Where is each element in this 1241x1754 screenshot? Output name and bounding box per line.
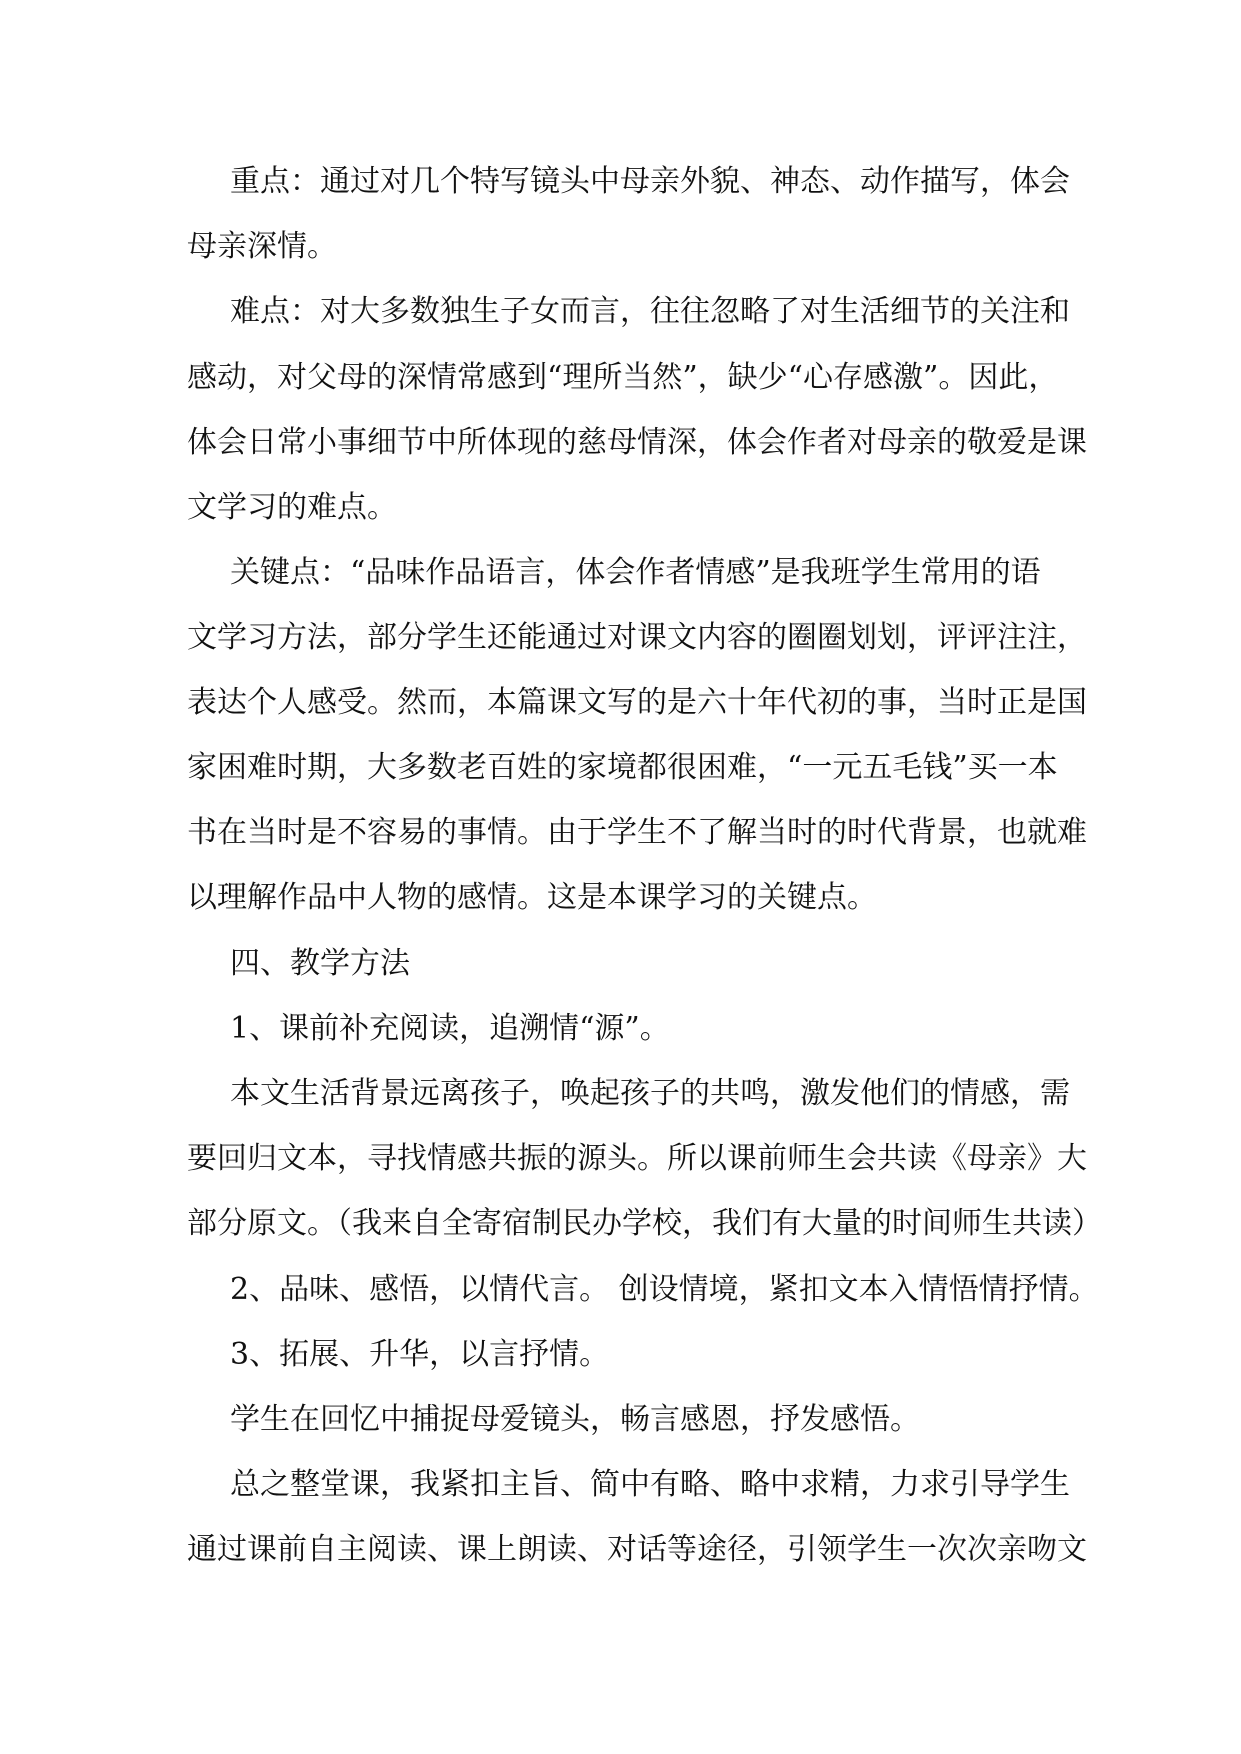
paragraph-method1-line-1: 本文生活背景远离孩子，唤起孩子的共鸣，激发他们的情感，需	[230, 1076, 1070, 1111]
paragraph-method1-line-2: 要回归文本，寻找情感共振的源头。所以课前师生会共读《母亲》大	[187, 1141, 1087, 1176]
paragraph-keypoint-line-3: 表达个人感受。然而，本篇课文写的是六十年代初的事，当时正是国	[187, 685, 1087, 720]
paragraph-keypoint-line-1: 关键点：“品味作品语言，体会作者情感”是我班学生常用的语	[230, 555, 1041, 590]
section-heading-methods: 四、教学方法	[230, 946, 410, 981]
paragraph-keypoint-line-2: 文学习方法，部分学生还能通过对课文内容的圈圈划划，评评注注，	[187, 620, 1087, 655]
paragraph-method3-line-1: 学生在回忆中捕捉母爱镜头，畅言感恩，抒发感悟。	[230, 1402, 920, 1437]
paragraph-focus-line-1: 重点：通过对几个特写镜头中母亲外貌、神态、动作描写，体会	[230, 164, 1070, 199]
method-item-3: 3、拓展、升华，以言抒情。	[230, 1337, 610, 1372]
paragraph-difficulty-line-2: 感动，对父母的深情常感到“理所当然”，缺少“心存感激”。因此，	[187, 360, 1059, 395]
paragraph-difficulty-line-1: 难点：对大多数独生子女而言，往往忽略了对生活细节的关注和	[230, 294, 1070, 329]
paragraph-keypoint-line-6: 以理解作品中人物的感情。这是本课学习的关键点。	[187, 880, 877, 915]
paragraph-focus-line-2: 母亲深情。	[187, 229, 337, 264]
paragraph-summary-line-2: 通过课前自主阅读、课上朗读、对话等途径，引领学生一次次亲吻文	[187, 1532, 1087, 1567]
method-item-2: 2、品味、感悟，以情代言。 创设情境，紧扣文本入情悟情抒情。	[230, 1272, 1099, 1307]
paragraph-keypoint-line-5: 书在当时是不容易的事情。由于学生不了解当时的时代背景，也就难	[187, 815, 1087, 850]
paragraph-keypoint-line-4: 家困难时期，大多数老百姓的家境都很困难，“一元五毛钱”买一本	[187, 750, 1058, 785]
paragraph-summary-line-1: 总之整堂课，我紧扣主旨、简中有略、略中求精，力求引导学生	[230, 1467, 1070, 1502]
paragraph-difficulty-line-4: 文学习的难点。	[187, 490, 397, 525]
method-item-1: 1、课前补充阅读，追溯情“源”。	[230, 1011, 670, 1046]
paragraph-difficulty-line-3: 体会日常小事细节中所体现的慈母情深，体会作者对母亲的敬爱是课	[187, 425, 1087, 460]
paragraph-method1-line-3: 部分原文。（我来自全寄宿制民办学校，我们有大量的时间师生共读）	[187, 1206, 1102, 1241]
